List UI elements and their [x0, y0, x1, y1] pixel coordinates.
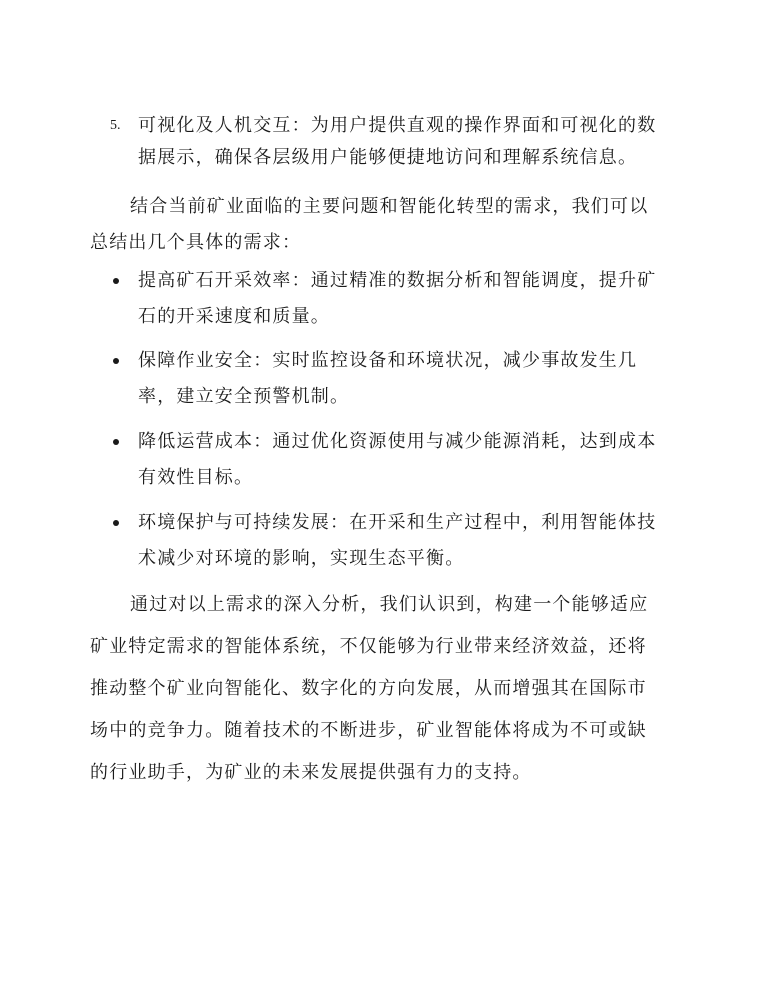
text-line: 可视化及人机交互：为用户提供直观的操作界面和可视化的数 — [138, 115, 657, 136]
text-line: 场中的竞争力。随着技术的不断进步，矿业智能体将成为不可或缺 — [90, 720, 647, 741]
text-line: 石的开采速度和质量。 — [138, 306, 330, 327]
text-line: 保障作业安全：实时监控设备和环境状况，减少事故发生几 — [138, 350, 638, 371]
bullet-dot-icon — [113, 278, 119, 284]
text-line: 降低运营成本：通过优化资源使用与减少能源消耗，达到成本 — [138, 431, 657, 452]
text-line: 的行业助手，为矿业的未来发展提供强有力的支持。 — [90, 762, 532, 783]
bullet-dot-icon — [113, 358, 119, 364]
text-line: 矿业特定需求的智能体系统，不仅能够为行业带来经济效益，还将 — [90, 636, 647, 657]
text-line: 环境保护与可持续发展：在开采和生产过程中，利用智能体技 — [138, 512, 657, 533]
text-line: 据展示，确保各层级用户能够便捷地访问和理解系统信息。 — [138, 147, 638, 168]
bullet-dot-icon — [113, 439, 119, 445]
list-number: 5. — [110, 118, 121, 133]
text-line: 总结出几个具体的需求： — [90, 232, 302, 253]
text-line: 术减少对环境的影响，实现生态平衡。 — [138, 548, 465, 569]
text-line: 率，建立安全预警机制。 — [138, 386, 350, 407]
text-line: 提高矿石开采效率：通过精准的数据分析和智能调度，提升矿 — [138, 270, 657, 291]
text-line: 通过对以上需求的深入分析，我们认识到，构建一个能够适应 — [130, 594, 649, 615]
text-line: 推动整个矿业向智能化、数字化的方向发展，从而增强其在国际市 — [90, 678, 647, 699]
text-line: 有效性目标。 — [138, 467, 254, 488]
text-line: 结合当前矿业面临的主要问题和智能化转型的需求，我们可以 — [130, 196, 649, 217]
bullet-dot-icon — [113, 520, 119, 526]
